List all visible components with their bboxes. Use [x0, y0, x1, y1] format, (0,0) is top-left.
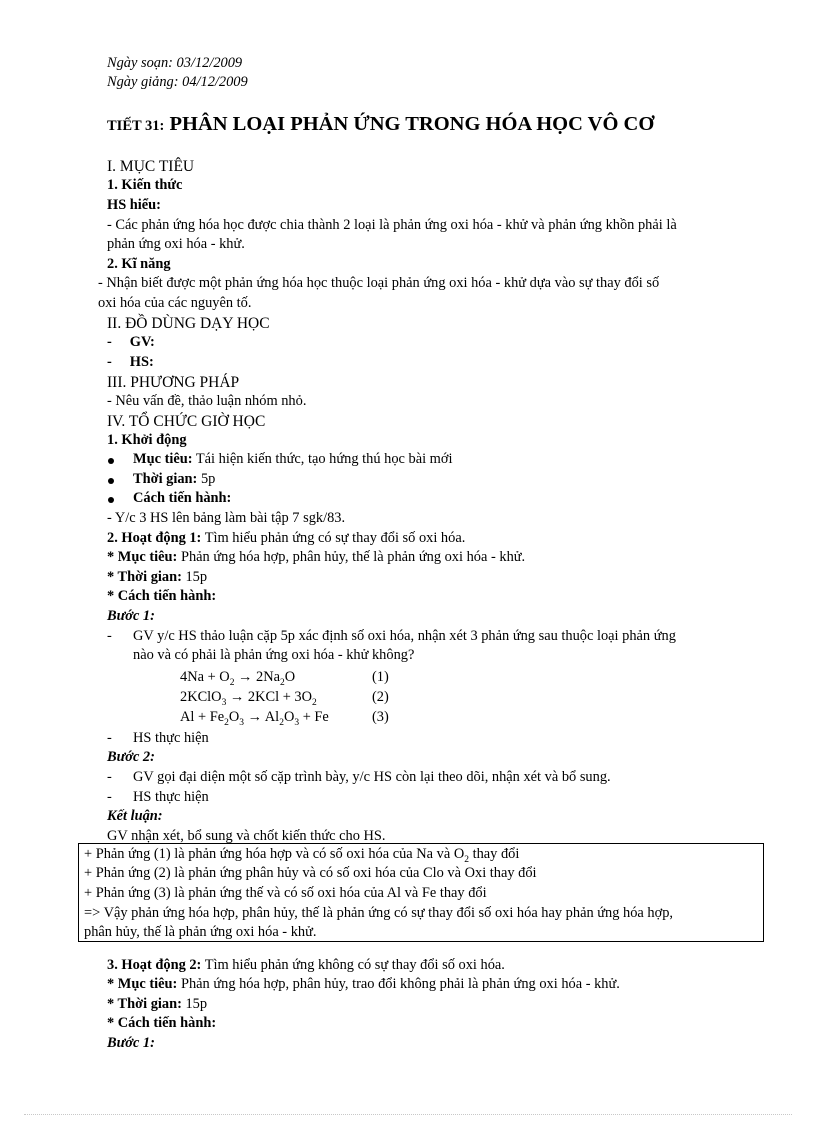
box-line-4: => Vậy phản ứng hóa hợp, phân hủy, thế là phản ứng có sự thay đổi số oxi hóa hay phản ứng hóa hợp,	[84, 905, 674, 921]
khoi-dong-yc: - Y/c 3 HS lên bảng làm bài tập 7 sgk/83.	[107, 510, 346, 526]
hd1-heading: 2. Hoạt động 1: Tìm hiểu phản ứng có sự thay đổi số oxi hóa.	[107, 530, 466, 546]
equation-2-number: (2)	[372, 689, 389, 705]
box-line-5: phân hủy, thế là phản ứng oxi hóa - khử.	[84, 924, 317, 940]
box-line-1: + Phản ứng (1) là phản ứng hóa hợp và có số oxi hóa của Na và $O_2$ thay đổi	[84, 846, 520, 865]
box-line-2: + Phản ứng (2) là phản ứng phân hủy và có số oxi hóa của Clo và Oxi thay đổi	[84, 865, 537, 881]
hd1-ket-luan: Kết luận:	[107, 808, 163, 824]
dash-marker: -	[107, 789, 112, 805]
page-title	[107, 113, 654, 136]
section-to-chuc: IV. TỔ CHỨC GIỜ HỌC	[107, 413, 266, 430]
heading-ki-nang: 2. Kĩ năng	[107, 256, 171, 272]
khoi-dong-cach: Cách tiến hành:	[133, 490, 232, 506]
hd1-cach: * Cách tiến hành:	[107, 588, 217, 604]
bullet-icon	[108, 497, 114, 503]
hd2-buoc-1: Bước 1:	[107, 1035, 155, 1051]
bullet-icon	[108, 478, 114, 484]
heading-khoi-dong: 1. Khởi động	[107, 432, 187, 448]
section-phuong-phap: III. PHƯƠNG PHÁP	[107, 374, 240, 391]
box-line-3: + Phản ứng (3) là phản ứng thế và có số oxi hóa của Al và Fe thay đổi	[84, 885, 487, 901]
hd1-buoc-1: Bước 1:	[107, 608, 155, 624]
hd2-heading: 3. Hoạt động 2: Tìm hiểu phản ứng không có sự thay đổi số oxi hóa.	[107, 957, 505, 973]
hd1-thoi-gian: * Thời gian: 15p	[107, 569, 208, 585]
do-dung-gv: - GV:	[107, 334, 155, 350]
equation-2: 2KClO$_3$ → $2KCl + 3O_2$	[180, 689, 317, 708]
hd1-buoc-2: Bước 2:	[107, 749, 155, 765]
do-dung-hs: - HS:	[107, 354, 154, 370]
hd2-muc-tieu: * Mục tiêu: Phản ứng hóa hợp, phân hủy, trao đổi không phải là phản ứng oxi hóa - khử.	[107, 976, 620, 992]
hs-hieu-label: HS hiểu:	[107, 197, 161, 213]
title-main: PHÂN LOẠI PHẢN ỨNG TRONG HÓA HỌC VÔ CƠ	[169, 113, 655, 135]
dash-marker: -	[107, 730, 112, 746]
equation-1-number: (1)	[372, 669, 389, 685]
page-bottom-divider	[24, 1114, 792, 1115]
equation-3-number: (3)	[372, 709, 389, 725]
dash-marker: -	[107, 769, 112, 785]
ki-nang-line-2: oxi hóa của các nguyên tố.	[98, 295, 252, 311]
ngay-giang: Ngày giảng: 04/12/2009	[107, 74, 248, 90]
hd1-gv-line-2: nào và có phải là phản ứng oxi hóa - khử không?	[133, 647, 415, 663]
hd2-thoi-gian: * Thời gian: 15p	[107, 996, 208, 1012]
section-do-dung: II. ĐỒ DÙNG DẠY HỌC	[107, 315, 270, 332]
hd1-hs-thuc-hien-2: HS thực hiện	[133, 789, 209, 805]
kien-thuc-line-1: - Các phản ứng hóa học được chia thành 2 loại là phản ứng oxi hóa - khử và phản ứng khồn phải là	[107, 217, 677, 233]
section-muc-tieu: I. MỤC TIÊU	[107, 158, 195, 175]
khoi-dong-thoi-gian: Thời gian: 5p	[133, 471, 216, 487]
hd1-muc-tieu: * Mục tiêu: Phản ứng hóa hợp, phân hủy, thế là phản ứng oxi hóa - khử.	[107, 549, 526, 565]
title-prefix: TIẾT 31:	[107, 118, 165, 134]
dash-marker: -	[107, 628, 112, 644]
hd1-hs-thuc-hien: HS thực hiện	[133, 730, 209, 746]
bullet-icon	[108, 458, 114, 464]
equation-3: $Al + Fe_2O_3 \to Al_2O_3 + Fe$	[180, 709, 329, 728]
heading-kien-thuc: 1. Kiến thức	[107, 177, 183, 193]
hd2-cach: * Cách tiến hành:	[107, 1015, 217, 1031]
kien-thuc-line-2: phản ứng oxi hóa - khử.	[107, 236, 245, 252]
hd1-gv-nhan-xet: GV nhận xét, bổ sung và chốt kiến thức cho HS.	[107, 828, 386, 844]
ngay-soan: Ngày soạn: 03/12/2009	[107, 55, 243, 71]
khoi-dong-muc-tieu: Mục tiêu: Tái hiện kiến thức, tạo hứng thú học bài mới	[133, 451, 453, 467]
hd1-gv-line-1: GV y/c HS thảo luận cặp 5p xác định số oxi hóa, nhận xét 3 phản ứng sau thuộc loại phản ứng	[133, 628, 676, 644]
equation-1: $4Na + O_2 \to 2Na_2O$	[180, 669, 296, 688]
phuong-phap-line: - Nêu vấn đề, thảo luận nhóm nhỏ.	[107, 393, 307, 409]
ki-nang-line-1: - Nhận biết được một phản ứng hóa học thuộc loại phản ứng oxi hóa - khử dựa vào sự thay đổi số	[98, 275, 660, 291]
hd1-gv-goi: GV gọi đại diện một số cặp trình bày, y/c HS còn lại theo dõi, nhận xét và bổ sung.	[133, 769, 611, 785]
